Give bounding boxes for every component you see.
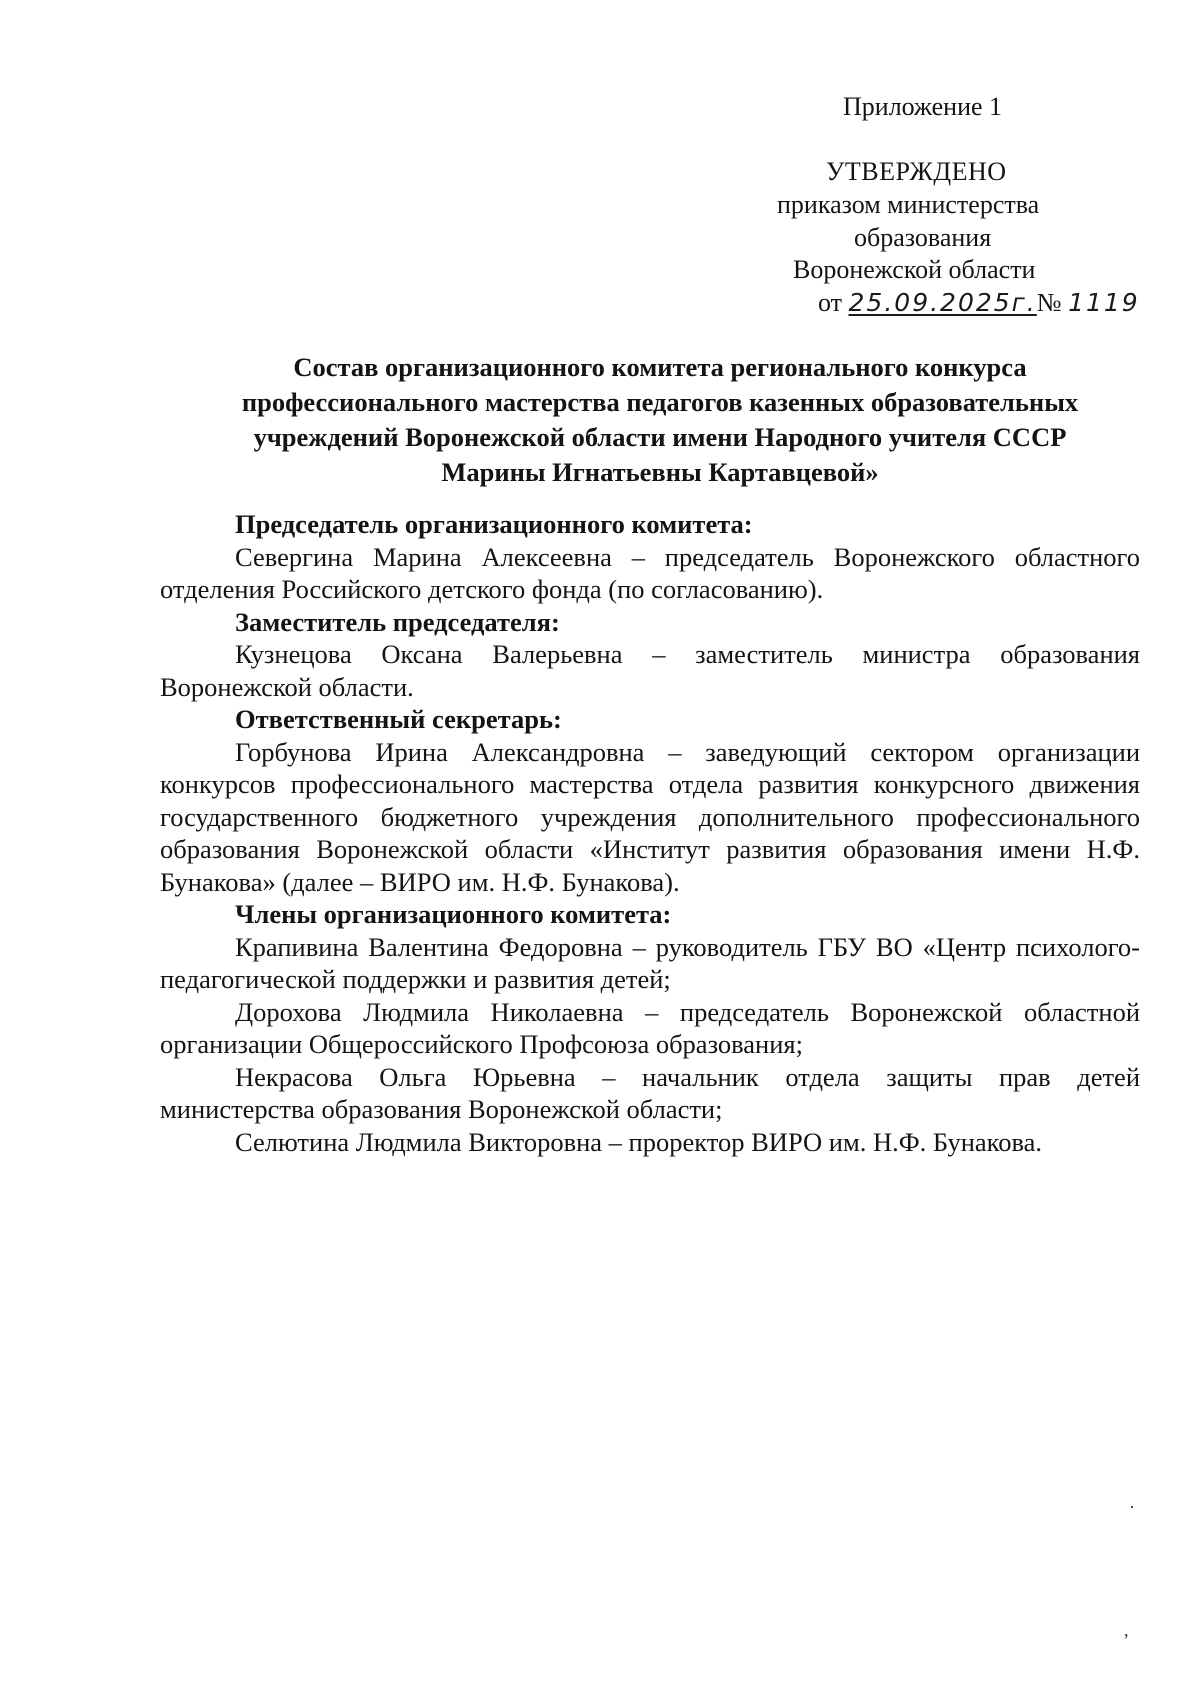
section-heading-members: Члены организационного комитета:	[235, 899, 672, 929]
approved-stamp-text: УТВЕРЖДЕНО	[826, 157, 1007, 186]
member-item: Дорохова Людмила Николаевна – председатель Воронежской областной организации Общероссийского Профсоюза образования;	[160, 996, 1140, 1059]
member-item: Селютина Людмила Викторовна – проректор ВИРО им. Н.Ф. Бунакова.	[235, 1126, 1042, 1157]
title-line: профессионального мастерства педагогов казенных образовательных	[241, 387, 1079, 417]
handwritten-date: 25.09.2025г.	[848, 288, 1037, 317]
scan-speck: ,	[1124, 1620, 1129, 1640]
number-prefix: №	[1036, 288, 1062, 317]
member-chairman: Севергина Марина Алексеевна – председатель Воронежского областного отделения Российского детского фонда (по согласованию).	[160, 541, 1140, 604]
appendix-label: Приложение 1	[843, 92, 1003, 121]
title-line: Марины Игнатьевны Картавцевой»	[441, 457, 879, 487]
title-line: учреждений Воронежской области имени Народного учителя СССР	[253, 422, 1067, 452]
order-line-2: образования	[854, 223, 992, 252]
document-title	[160, 350, 1160, 490]
scan-speck: ·	[1129, 1497, 1135, 1517]
date-prefix: от	[818, 288, 843, 317]
handwritten-number: 1119	[1068, 288, 1140, 317]
section-heading-deputy: Заместитель председателя:	[235, 606, 560, 637]
section-heading-chairman: Председатель организационного комитета:	[235, 509, 753, 539]
member-item: Крапивина Валентина Федоровна – руководитель ГБУ ВО «Центр психолого-педагогической поддержки и развития детей;	[160, 931, 1140, 994]
order-date-line	[818, 288, 1140, 318]
order-line-1: приказом министерства	[777, 190, 1040, 219]
document-body	[160, 508, 1140, 1158]
member-deputy: Кузнецова Оксана Валерьевна – заместитель министра образования Воронежской области.	[160, 639, 1140, 702]
member-item: Некрасова Ольга Юрьевна – начальник отдела защиты прав детей министерства образования Воронежской области;	[160, 1061, 1140, 1124]
order-line-3: Воронежской области	[793, 255, 1036, 284]
title-line: Состав организационного комитета регионального конкурса	[293, 352, 1027, 382]
member-secretary: Горбунова Ирина Александровна – заведующий сектором организации конкурсов профессионального мастерства отдела развития конкурсного движения государственного бюджетного учреждения дополнительного профессионального образования Воронежской области «Институт развития образования имени Н.Ф. Бунакова» (далее – ВИРО им. Н.Ф. Бунакова).	[160, 736, 1140, 897]
section-heading-secretary: Ответственный секретарь:	[235, 704, 562, 734]
